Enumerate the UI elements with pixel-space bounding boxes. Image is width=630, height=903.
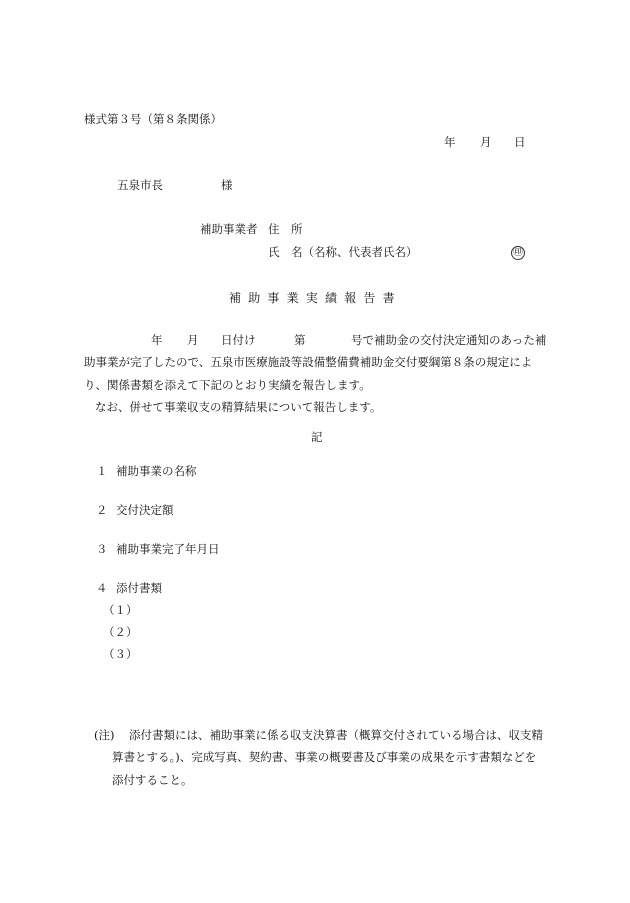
addressee-name: 五泉市長 (117, 178, 163, 192)
date-year: 年 (444, 135, 456, 149)
document-title: 補助事業実績報告書 (229, 291, 402, 305)
body-line3: り、関係書類を添えて下記のとおり実績を報告します。 (84, 378, 371, 392)
note-label: (注) (94, 728, 115, 742)
applicant-label: 補助事業者 (200, 222, 258, 236)
body-month: 月 (187, 333, 199, 347)
attachment-2: （２） (103, 625, 138, 639)
body-line1-rest: 号で補助金の交付決定通知のあった補 (351, 333, 547, 347)
attachment-3: （３） (103, 647, 138, 661)
note-line1: 添付書類には、補助事業に係る収支決算書（概算交付されている場合は、収支精 (129, 728, 543, 742)
body-line2: 助事業が完了したので、五泉市医療施設等設備整備費補助金交付要綱第８条の規定によ (84, 355, 533, 369)
item-3-label: 補助事業完了年月日 (116, 542, 220, 556)
attachment-1: （１） (103, 603, 138, 617)
seal-mark: ㊞ (513, 247, 523, 258)
form-id: 様式第３号（第８条関係） (84, 112, 222, 126)
addressee-honorific: 様 (221, 178, 233, 192)
item-3-num: ３ (96, 542, 108, 556)
body-year: 年 (151, 333, 163, 347)
body-line4: なお、併せて事業収支の精算結果について報告します。 (95, 400, 382, 414)
item-1-num: １ (96, 464, 108, 478)
note-line2: 算書とする。)、完成写真、契約書、事業の概要書及び事業の成果を示す書類などを (112, 750, 537, 764)
applicant-name-label: 氏 名（名称、代表者氏名） (268, 245, 418, 259)
body-number-prefix: 第 (294, 333, 306, 347)
body-day: 日付け (221, 333, 256, 347)
note-line3: 添付すること。 (112, 773, 193, 787)
applicant-address-label: 住 所 (268, 222, 303, 236)
item-1-label: 補助事業の名称 (116, 464, 197, 478)
item-4-label: 添付書類 (116, 581, 162, 595)
item-2-label: 交付決定額 (116, 503, 174, 517)
date-month: 月 (480, 135, 492, 149)
item-2-num: ２ (96, 503, 108, 517)
date-day: 日 (514, 135, 526, 149)
item-4-num: ４ (96, 581, 108, 595)
ki-heading: 記 (311, 430, 323, 444)
